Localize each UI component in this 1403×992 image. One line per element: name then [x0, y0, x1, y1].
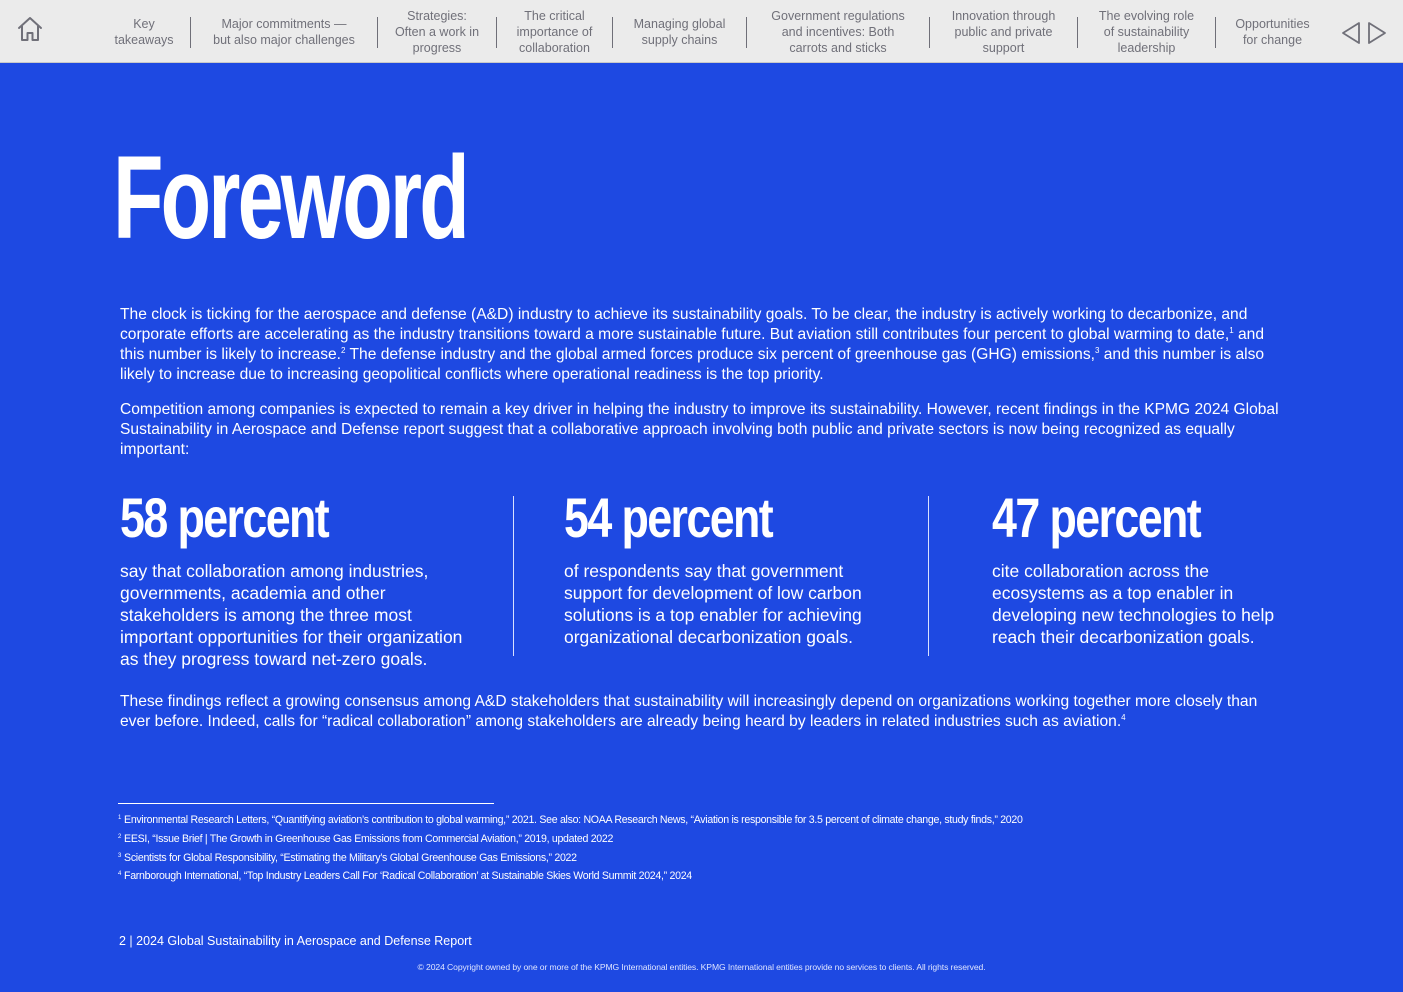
stat-value: 54 percent	[564, 486, 773, 549]
nav-item-opportunities[interactable]: Opportunities for change	[1235, 16, 1310, 47]
stat-value: 58 percent	[120, 486, 329, 549]
footnote-ref: 1	[1229, 326, 1234, 335]
nav-item-supply-chains[interactable]: Managing global supply chains	[633, 16, 726, 47]
footnote: $^2$ EESI, “Issue Brief | The Growth in Greenhouse Gas Emissions from Commercial Aviation,” 2019, updated 2022	[118, 832, 614, 845]
intro-paragraph-1: The clock is ticking for the aerospace and defense (A&D) industry to achieve its sustainability goals. To be clear, the industry is actively working to decarbonize, and corporate efforts are accelerating as the industry transitions toward a more sustainable future. But aviation still contributes four percent to global warming to date,$^1$ and this number is likely to increase.$^2$ The defense industry and the global armed forces produce six percent of greenhouse gas (GHG) emissions,$^3$ and this number is also likely to increase due to increasing geopolitical conflicts where operational readiness is the top priority.	[120, 306, 1265, 383]
top-navigation-bar	[0, 0, 1403, 63]
nav-item-innovation[interactable]: Innovation through public and private support	[951, 8, 1056, 55]
closing-paragraph: These findings reflect a growing consensus among A&D stakeholders that sustainability will increasingly depend on organizations working together more closely than ever before. Indeed, calls for “radical collaboration” among stakeholders are already being heard by leaders in related industries such as aviation.$^4$	[120, 693, 1258, 730]
next-page-icon[interactable]	[1366, 20, 1388, 46]
footnote: $^3$ Scientists for Global Responsibility, “Estimating the Military’s Global Greenhouse Gas Emissions,” 2022	[118, 851, 577, 864]
nav-item-sustainability-leadership[interactable]: The evolving role of sustainability leadership	[1098, 8, 1195, 55]
copyright-notice: © 2024 Copyright owned by one or more of the KPMG International entities. KPMG International entities provide no services to clients. All rights reserved.	[417, 962, 986, 972]
stat-block	[120, 488, 480, 670]
page-title: Foreword	[113, 132, 467, 264]
footnote-ref: 2	[341, 346, 346, 355]
previous-page-icon[interactable]	[1340, 20, 1362, 46]
home-icon[interactable]	[16, 15, 44, 43]
footnote: $^4$ Farnborough International, “Top Industry Leaders Call For ‘Radical Collaboration’ at Sustainable Skies World Summit 2024,” 2024	[118, 870, 692, 883]
stat-description: of respondents say that government support for development of low carbon solutions is a top enabler for achieving organizational decarbonization goals.	[564, 561, 862, 647]
footnote-ref: 4	[1121, 713, 1126, 722]
nav-item-government-regulations[interactable]: Government regulations and incentives: Both carrots and sticks	[771, 8, 905, 55]
nav-item-collaboration[interactable]: The critical importance of collaboration	[516, 8, 593, 55]
nav-item-major-commitments[interactable]: Major commitments — but also major challenges	[213, 16, 355, 47]
stat-value: 47 percent	[992, 486, 1201, 549]
page-number-footer: 2 | 2024 Global Sustainability in Aerospace and Defense Report	[119, 934, 472, 948]
stat-block	[992, 488, 1292, 648]
stat-divider	[513, 496, 514, 656]
nav-item-strategies[interactable]: Strategies: Often a work in progress	[394, 8, 480, 55]
nav-item-key-takeaways[interactable]: Key takeaways	[114, 16, 174, 47]
stat-description: say that collaboration among industries, governments, academia and other stakeholders is among the three most important opportunities for their organization as they progress toward net-zero goals.	[120, 561, 463, 669]
footnotes	[118, 811, 1278, 886]
stat-block	[564, 488, 894, 648]
footnote: $^1$ Environmental Research Letters, “Quantifying aviation’s contribution to global warming,” 2021. See also: NOAA Research News, “Aviation is responsible for 3.5 percent of climate change, study finds,” 2020	[118, 814, 1023, 826]
footnote-divider	[118, 803, 494, 804]
footnote-ref: 3	[1094, 346, 1100, 355]
stat-divider	[928, 496, 929, 656]
stat-description: cite collaboration across the ecosystems as a top enabler in developing new technologies to help reach their decarbonization goals.	[992, 561, 1275, 647]
intro-paragraph-2: Competition among companies is expected to remain a key driver in helping the industry to improve its sustainability. However, recent findings in the KPMG 2024 Global Sustainability in Aerospace and Defense report suggest that a collaborative approach involving both public and private sectors is now being recognized as equally important:	[120, 401, 1279, 458]
